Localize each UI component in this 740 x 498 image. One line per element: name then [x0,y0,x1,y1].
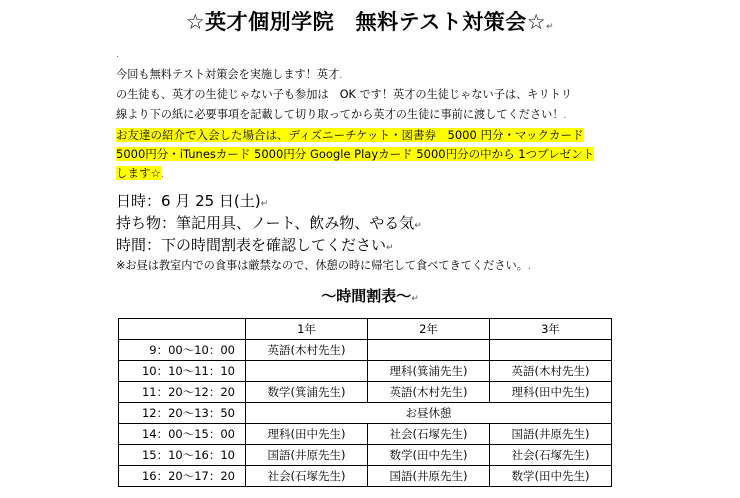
lunch-note: ※お昼は教室内での食事は厳禁なので、休憩の時に帰宅して食べてきてください。. [116,259,531,272]
items-to-bring: 持ち物：筆記用具、ノート、飲み物、やる気↵ [116,214,422,232]
table-cell: 数学(田中先生) [490,466,612,487]
table-cell: 国語(井原先生) [368,466,490,487]
table-cell [490,340,612,361]
table-cell: 国語(井原先生) [246,445,368,466]
lunch-break-cell: お昼休憩 [246,403,612,424]
time-cell: 15：10～16：10 [119,445,246,466]
timetable [118,318,612,487]
table-cell: 理科(田中先生) [246,424,368,445]
empty-paragraph-mark: . [116,50,119,60]
table-cell: 理科(箕浦先生) [368,361,490,382]
table-row [119,424,612,445]
schedule-title: ～時間割表～↵ [321,287,419,305]
table-row [119,382,612,403]
table-cell: 英語(木村先生) [368,382,490,403]
table-cell: 社会(石塚先生) [490,445,612,466]
table-row [119,340,612,361]
title-text: ☆英才個別学院 無料テスト対策会☆ [185,10,547,34]
highlight-line-3: します☆. [116,166,164,180]
intro-line-1 [116,66,342,82]
header-cell [119,319,246,340]
table-cell [368,340,490,361]
table-row [119,445,612,466]
header-cell: 2年 [368,319,490,340]
table-row [119,403,612,424]
time-cell: 12：20～13：50 [119,403,246,424]
time-cell: 9：00～10：00 [119,340,246,361]
para-mark: . [563,111,567,121]
intro-text-3: 線より下の紙に必要事項を記載して切り取ってから英才の生徒に事前に渡してください！ [116,108,564,121]
time-cell: 16：20～17：20 [119,466,246,487]
table-cell: 英語(木村先生) [246,340,368,361]
table-row [119,361,612,382]
time-cell: 10：10～11：10 [119,361,246,382]
table-cell: 英語(木村先生) [490,361,612,382]
intro-text-1: 今回も無料テスト対策会を実施します！英才 [116,68,340,81]
document-title [0,6,740,36]
event-date: 日時：6 月 25 日(土)↵ [116,192,269,210]
schedule-instruction: 時間：下の時間割表を確認してください↵ [116,236,394,254]
intro-line-3 [116,106,566,122]
highlight-line-2: 5000円分・iTunesカード 5000円分 Google Playカード 5000円分の中から 1つプレゼント [116,147,595,161]
intro-line-2: の生徒も、英才の生徒じゃない子も参加は OK です！英才の生徒じゃない子は、キリトリ [116,88,573,101]
time-cell: 11：20～12：20 [119,382,246,403]
table-cell: 社会(石塚先生) [368,424,490,445]
time-cell: 14：00～15：00 [119,424,246,445]
header-cell: 3年 [490,319,612,340]
table-cell: 数学(箕浦先生) [246,382,368,403]
table-cell: 社会(石塚先生) [246,466,368,487]
table-cell: 理科(田中先生) [490,382,612,403]
table-cell: 国語(井原先生) [490,424,612,445]
table-row [119,466,612,487]
return-mark: ↵ [546,22,555,32]
para-mark: . [339,71,343,81]
table-cell: 数学(田中先生) [368,445,490,466]
header-cell: 1年 [246,319,368,340]
highlight-line-1: お友達の紹介で入会した場合は、ディズニーチケット・図書券 5000 円分・マックカード [116,128,584,142]
table-header-row [119,319,612,340]
table-cell [246,361,368,382]
highlight-block [116,126,594,183]
